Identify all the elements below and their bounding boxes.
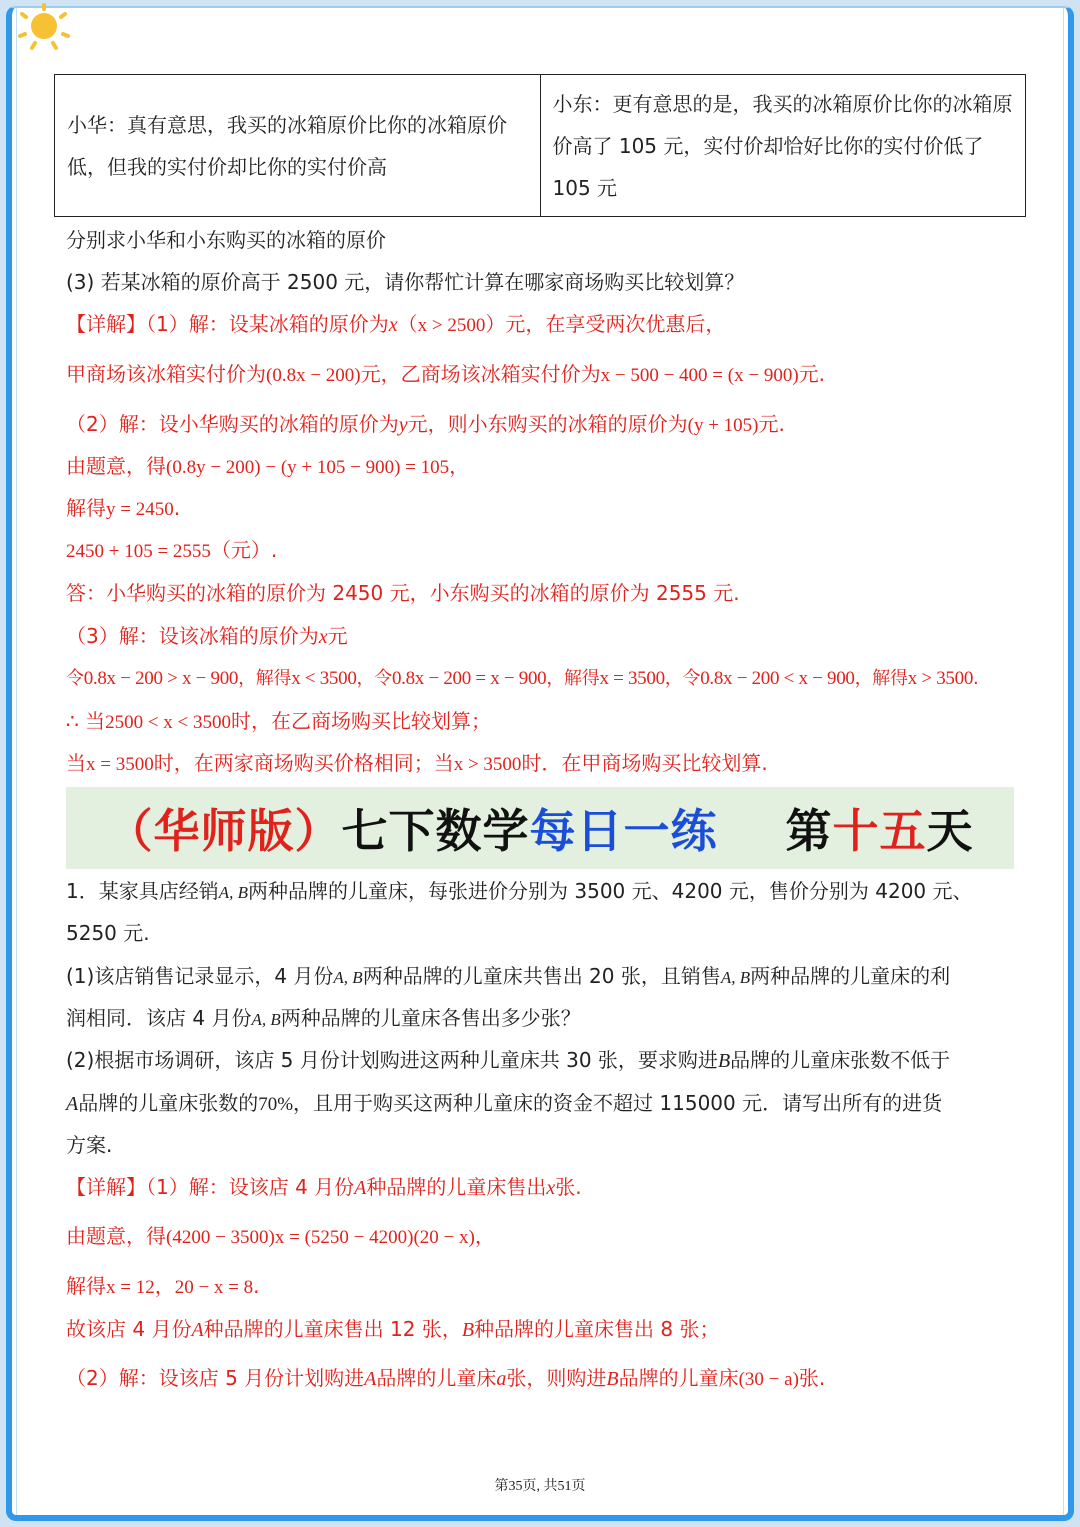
text: （2）解：设小华购买的冰箱的原价为 xyxy=(66,412,399,436)
answer-line xyxy=(66,615,348,657)
solution-line xyxy=(66,1215,495,1257)
answer-line xyxy=(66,742,768,784)
question-1-line: 方案. xyxy=(66,1133,113,1157)
answer-line: 答：小华购买的冰箱的原价为 2450 元，小东购买的冰箱的原价为 2555 元. xyxy=(66,581,740,605)
banner-day-suffix: 天 xyxy=(926,804,974,858)
text: 张. xyxy=(555,1175,582,1199)
text: 【详解】（1）解：设某冰箱的原价为 xyxy=(66,312,389,336)
math: 0.8x − 200 < x − 900 xyxy=(700,668,855,689)
math: 70% xyxy=(258,1094,294,1115)
text: 时，在两家商场购买价格相同；当 xyxy=(153,751,454,775)
text: 时，在乙商场购买比较划算； xyxy=(231,709,492,733)
math: A, B xyxy=(251,1010,281,1029)
math: 2450 + 105 = 2555 xyxy=(66,541,211,562)
math: y = 2450 xyxy=(106,499,174,520)
dialogue-table xyxy=(54,74,1026,217)
text: 种品牌的儿童床售出 8 张； xyxy=(474,1317,720,1341)
text: 时．在甲商场购买比较划算. xyxy=(521,751,768,775)
text: 两种品牌的儿童床各售出多少张？ xyxy=(280,1006,581,1030)
text: 两种品牌的儿童床共售出 20 张，且销售 xyxy=(362,964,721,988)
page-number: 第35页, 共51页 xyxy=(494,1479,586,1494)
text: 元. xyxy=(758,412,785,436)
text: ）元，在享受两次优惠后， xyxy=(485,312,726,336)
math: A xyxy=(364,1368,377,1390)
question-1-line: 5250 元. xyxy=(66,921,150,945)
text: 元，乙商场该冰箱实付价为 xyxy=(360,362,601,386)
text: 由题意，得 xyxy=(66,454,166,478)
solution-line xyxy=(66,1308,720,1350)
text: 元. xyxy=(798,362,825,386)
math: A, B xyxy=(218,883,249,902)
text: (2)根据市场调研，该店 5 月份计划购进这两种儿童床共 30 张，要求购进 xyxy=(66,1048,718,1072)
solution-line xyxy=(66,1357,825,1399)
answer-line xyxy=(66,303,725,345)
text: ， xyxy=(154,1274,175,1298)
question-3: (3) 若某冰箱的原价高于 2500 元，请你帮忙计算在哪家商场购买比较划算？ xyxy=(66,270,745,294)
banner-daily: 每日一练 xyxy=(529,804,718,858)
math: 20 − x = 8 xyxy=(174,1277,254,1298)
question-line: 分别求小华和小东购买的冰箱的原价 xyxy=(66,228,386,252)
math: x xyxy=(388,314,398,336)
text: 润相同．该店 4 月份 xyxy=(66,1006,252,1030)
text: 由题意，得 xyxy=(66,1224,166,1248)
math: x = 3500 xyxy=(599,668,665,689)
text: 元，则小东购买的冰箱的原价为 xyxy=(407,412,688,436)
text: 张. xyxy=(798,1366,826,1390)
math: y xyxy=(398,414,408,436)
text: 品牌的儿童床 xyxy=(376,1366,497,1390)
text: ∴ 当 xyxy=(66,709,106,733)
math: x > 3500 xyxy=(907,668,974,689)
dialogue-cell-xiaodong: 小东：更有意思的是，我买的冰箱原价比你的冰箱原价高了 105 元，实付价却恰好比你的实付价低了 105 元 xyxy=(540,75,1026,217)
math: x = 3500 xyxy=(86,754,154,775)
math: A, B xyxy=(333,968,363,987)
math: a xyxy=(496,1368,507,1390)
text: ，令 xyxy=(356,668,392,689)
text: 两种品牌的儿童床，每张进价分别为 3500 元、4200 元，售价分别为 4200 元、 xyxy=(248,879,973,903)
text: 令 xyxy=(66,668,84,689)
answer-line xyxy=(66,487,180,529)
text: ，解得 xyxy=(546,668,600,689)
math: 2500 < x < 3500 xyxy=(105,712,232,733)
math: A xyxy=(354,1177,367,1199)
math: x = 12 xyxy=(106,1277,155,1298)
text: 【详解】（1）解：设该店 4 月份 xyxy=(66,1175,355,1199)
text: (1)该店销售记录显示，4 月份 xyxy=(66,964,334,988)
math: x > 3500 xyxy=(453,754,522,775)
math: x xyxy=(318,626,328,648)
text: 品牌的儿童床 xyxy=(618,1366,739,1390)
math: x − 500 − 400 = (x − 900) xyxy=(600,365,799,386)
math: A xyxy=(66,1093,79,1115)
text: 种品牌的儿童床售出 xyxy=(366,1175,547,1199)
text: ，令 xyxy=(664,668,701,689)
question-1-line xyxy=(66,997,581,1039)
text: . xyxy=(973,668,979,689)
math: (0.8x − 200) xyxy=(266,365,361,386)
text: . xyxy=(253,1274,260,1298)
text: 甲商场该冰箱实付价为 xyxy=(66,362,266,386)
answer-line xyxy=(66,403,785,445)
text: （3）解：设该冰箱的原价为 xyxy=(66,624,319,648)
math: x < 3500 xyxy=(291,668,357,689)
text: 张，则购进 xyxy=(506,1366,607,1390)
text: 品牌的儿童床张数的 xyxy=(78,1091,259,1115)
text: ，解得 xyxy=(854,668,908,689)
answer-line xyxy=(66,700,491,742)
banner-edition: （华师版） xyxy=(106,804,342,858)
text: （2）解：设该店 5 月份计划购进 xyxy=(66,1366,365,1390)
math: 0.8x − 200 > x − 900 xyxy=(83,668,239,689)
answer-line xyxy=(66,353,825,395)
math: B xyxy=(717,1050,731,1072)
text: 种品牌的儿童床售出 12 张， xyxy=(203,1317,462,1341)
text: 解得 xyxy=(66,1274,106,1298)
text: ，解得 xyxy=(238,668,292,689)
text: . xyxy=(173,496,181,520)
text: 元 xyxy=(327,624,348,648)
math: x > 2500 xyxy=(417,315,486,336)
sun-icon xyxy=(8,2,76,64)
solution-line xyxy=(66,1265,260,1307)
banner-day-prefix: 第 xyxy=(785,804,833,858)
math: (0.8y − 200) − (y + 105 − 900) = 105 xyxy=(166,457,450,478)
text: 品牌的儿童床张数不低于 xyxy=(730,1048,951,1072)
text: 故该店 4 月份 xyxy=(66,1317,192,1341)
banner-subject: 七下数学 xyxy=(341,804,530,858)
math: A xyxy=(191,1319,204,1341)
question-1-line xyxy=(66,1082,942,1124)
question-1-line xyxy=(66,870,973,912)
answer-line xyxy=(66,658,978,700)
solution-line xyxy=(66,1166,582,1208)
dialogue-cell-xiaohua: 小华：真有意思，我买的冰箱原价比你的冰箱原价低，但我的实付价却比你的实付价高 xyxy=(55,75,541,217)
math: (4200 − 3500)x = (5250 − 4200)(20 − x) xyxy=(166,1227,475,1248)
day-banner xyxy=(66,787,1014,869)
math: (30 − a) xyxy=(738,1369,799,1390)
text: 1．某家具店经销 xyxy=(66,879,219,903)
question-1-line xyxy=(66,1039,950,1081)
text: （元）. xyxy=(210,538,278,562)
text: 解得 xyxy=(66,496,106,520)
math: x xyxy=(546,1177,556,1199)
math: B xyxy=(606,1368,619,1390)
math: A, B xyxy=(720,968,751,987)
text: 两种品牌的儿童床的利 xyxy=(750,964,951,988)
math: B xyxy=(461,1319,475,1341)
text: ， xyxy=(449,454,470,478)
text: 当 xyxy=(66,751,86,775)
answer-line xyxy=(66,445,469,487)
answer-line xyxy=(66,529,277,571)
text: （ xyxy=(397,312,418,336)
text: ，且用于购买这两种儿童床的资金不超过 115000 元．请写出所有的进货 xyxy=(293,1091,943,1115)
math: (y + 105) xyxy=(687,415,759,436)
text: ， xyxy=(474,1224,495,1248)
banner-day-number: 十五 xyxy=(832,804,927,858)
question-1-line xyxy=(66,955,950,997)
math: 0.8x − 200 = x − 900 xyxy=(391,668,547,689)
